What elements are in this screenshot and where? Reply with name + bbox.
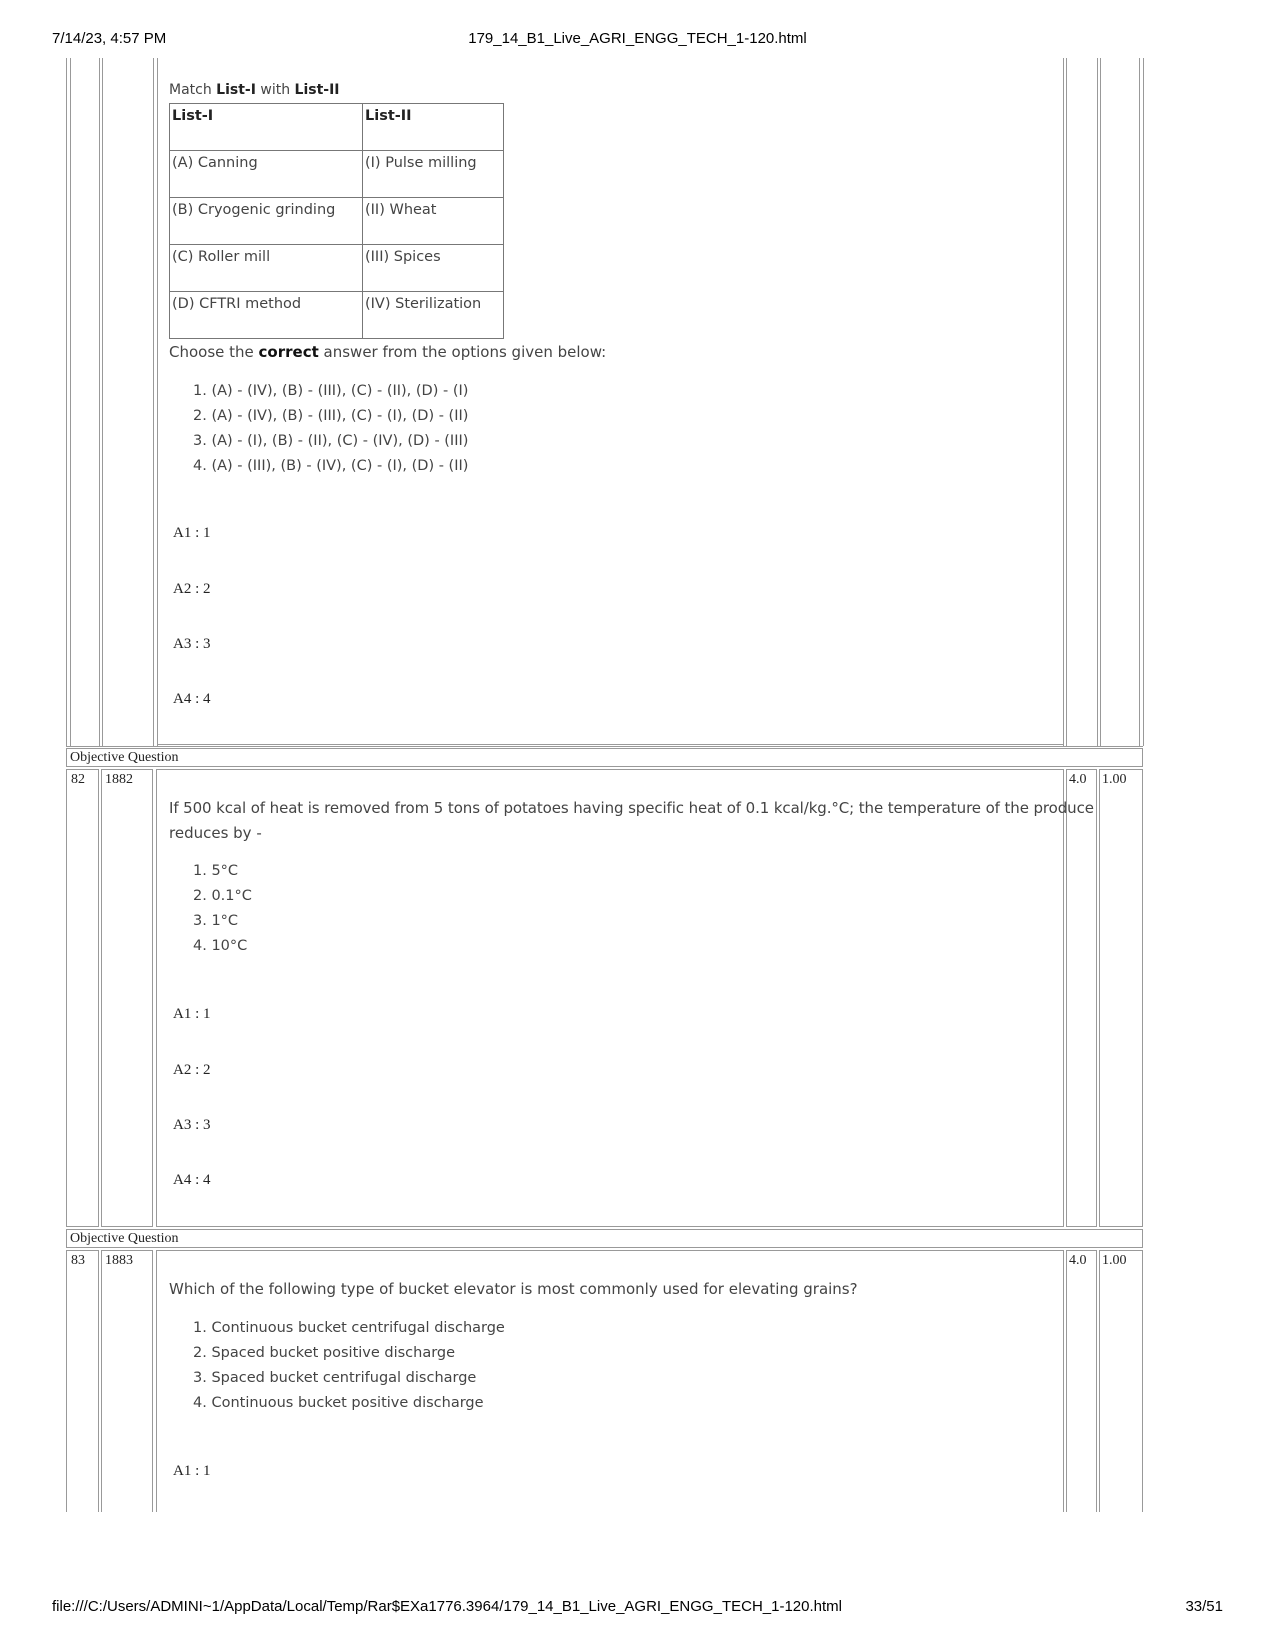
q81-answer-4: A4 : 4 bbox=[173, 691, 211, 707]
q82-answer-1: A1 : 1 bbox=[173, 1006, 211, 1022]
table-cell: (C) Roller mill bbox=[170, 245, 363, 292]
q82-answer-3: A3 : 3 bbox=[173, 1117, 211, 1133]
q82-options bbox=[193, 859, 252, 959]
q83-number: 83 bbox=[71, 1253, 85, 1268]
q83-negative-marks: 1.00 bbox=[1102, 1253, 1127, 1268]
q83-marks: 4.0 bbox=[1069, 1253, 1087, 1268]
table-row bbox=[170, 292, 504, 339]
q81-answer-3: A3 : 3 bbox=[173, 636, 211, 652]
print-datetime: 7/14/23, 4:57 PM bbox=[52, 30, 167, 47]
q82-section-label: Objective Question bbox=[70, 750, 179, 765]
option-item: 2. (A) - (IV), (B) - (III), (C) - (I), (D) - (II) bbox=[193, 408, 469, 424]
print-page-number: 33/51 bbox=[1185, 1598, 1223, 1615]
option-item: 1. 5°C bbox=[193, 863, 239, 879]
table-header-cell: List-I bbox=[170, 104, 363, 151]
table-cell: (I) Pulse milling bbox=[363, 151, 504, 198]
option-item: 2. Spaced bucket positive discharge bbox=[193, 1345, 456, 1361]
q81-match-table bbox=[169, 103, 504, 339]
table-cell: (B) Cryogenic grinding bbox=[170, 198, 363, 245]
q83-options bbox=[193, 1316, 505, 1416]
option-item: 2. 0.1°C bbox=[193, 888, 252, 904]
option-item: 4. Continuous bucket positive discharge bbox=[193, 1395, 484, 1411]
table-cell: (IV) Sterilization bbox=[363, 292, 504, 339]
print-header bbox=[52, 30, 1223, 52]
table-cell: (A) Canning bbox=[170, 151, 363, 198]
option-item: 3. Spaced bucket centrifugal discharge bbox=[193, 1370, 477, 1386]
q82-id: 1882 bbox=[105, 772, 133, 787]
q81-options bbox=[193, 379, 468, 479]
q82-number: 82 bbox=[71, 772, 85, 787]
table-cell: (II) Wheat bbox=[363, 198, 504, 245]
q81-intro: Match List-I with List-II bbox=[169, 82, 340, 98]
q82-marks: 4.0 bbox=[1069, 772, 1087, 787]
option-item: 1. (A) - (IV), (B) - (III), (C) - (II), (D) - (I) bbox=[193, 383, 469, 399]
q81-instruction: Choose the correct answer from the options given below: bbox=[169, 343, 607, 361]
print-doc-title: 179_14_B1_Live_AGRI_ENGG_TECH_1-120.html bbox=[468, 30, 807, 47]
print-file-path: file:///C:/Users/ADMINI~1/AppData/Local/Temp/Rar$EXa1776.3964/179_14_B1_Live_AGRI_ENGG_TECH_1-120.html bbox=[52, 1598, 842, 1615]
q83-id: 1883 bbox=[105, 1253, 133, 1268]
q81-answer-1: A1 : 1 bbox=[173, 525, 211, 541]
q83-section-label: Objective Question bbox=[70, 1231, 179, 1246]
table-cell: (D) CFTRI method bbox=[170, 292, 363, 339]
table-cell: (III) Spices bbox=[363, 245, 504, 292]
print-footer bbox=[52, 1598, 1223, 1620]
q83-section-row bbox=[66, 1229, 1143, 1248]
option-item: 3. 1°C bbox=[193, 913, 239, 929]
table-row bbox=[170, 151, 504, 198]
q82-section-row bbox=[66, 748, 1143, 767]
table-header-cell: List-II bbox=[363, 104, 504, 151]
q82-answer-2: A2 : 2 bbox=[173, 1062, 211, 1078]
option-item: 1. Continuous bucket centrifugal discharge bbox=[193, 1320, 505, 1336]
q82-question-text: If 500 kcal of heat is removed from 5 tons of potatoes having specific heat of 0.1 kcal/kg.°C; the temperature of the produce reduces by - bbox=[169, 799, 1094, 842]
option-item: 4. (A) - (III), (B) - (IV), (C) - (I), (D) - (II) bbox=[193, 458, 469, 474]
option-item: 4. 10°C bbox=[193, 938, 248, 954]
q82-negative-marks: 1.00 bbox=[1102, 772, 1127, 787]
q82-answer-4: A4 : 4 bbox=[173, 1172, 211, 1188]
q83-question-text: Which of the following type of bucket elevator is most commonly used for elevating grains? bbox=[169, 1280, 858, 1298]
table-row bbox=[170, 245, 504, 292]
q81-answer-2: A2 : 2 bbox=[173, 581, 211, 597]
table-row bbox=[170, 198, 504, 245]
table-header-row bbox=[170, 104, 504, 151]
q83-answer-1: A1 : 1 bbox=[173, 1463, 211, 1479]
option-item: 3. (A) - (I), (B) - (II), (C) - (IV), (D) - (III) bbox=[193, 433, 469, 449]
